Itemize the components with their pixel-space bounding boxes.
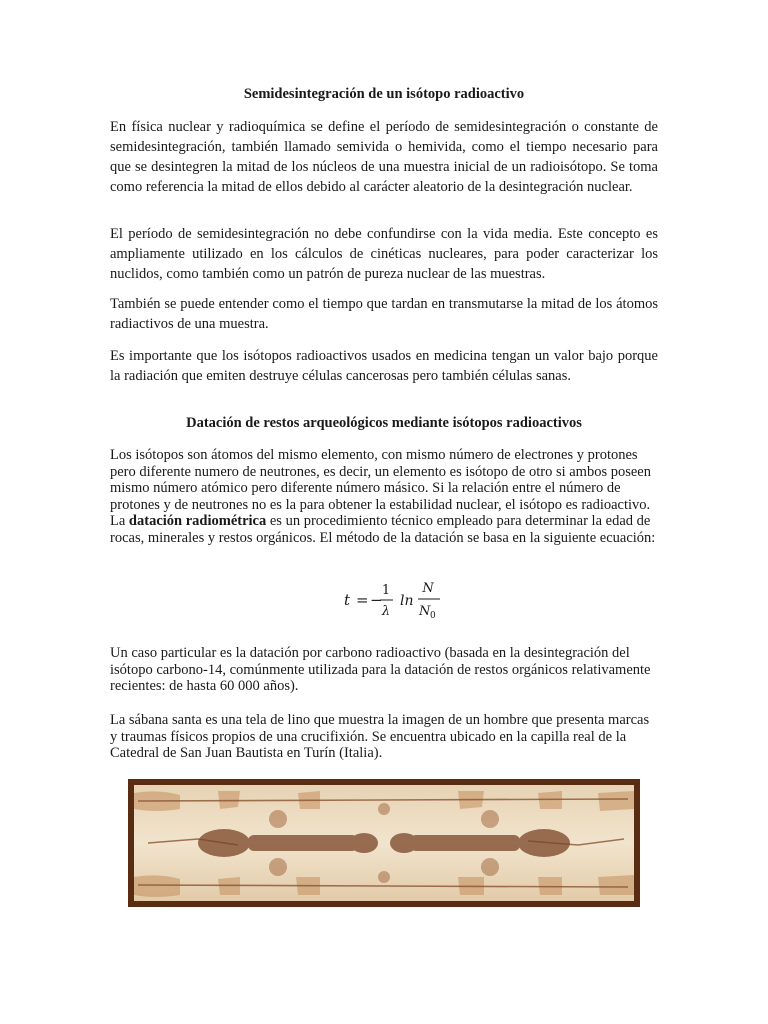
section1-paragraph-1: En física nuclear y radioquímica se define el período de semidesintegración o constante de semidesintegración, también llamado semivida o hemivida, como el tiempo necesario para que se desintegren la mitad de los núcleos de una muestra inicial de un radioisótopo. Se toma como referencia la mitad de ellos debido al carácter aleatorio de la desintegración nuclear. (110, 119, 658, 195)
section1-paragraph-2: El período de semidesintegración no debe confundirse con la vida media. Este concepto es ampliamente utilizado en los cálculos de cinéticas nucleares, para poder caracterizar los nuclidos, como también como un patrón de pureza nuclear de las muestras. (110, 226, 658, 282)
shroud-paragraph: La sábana santa es una tela de lino que muestra la imagen de un hombre que presenta marcas y traumas físicos propios de una crucifixión. Se encuentra ubicado en la capilla real de la Catedral de San Juan Bautista en Turín (Italia). (110, 712, 650, 761)
equation-frac2-numerator: N (422, 581, 434, 596)
section2-title: Datación de restos arqueológicos mediante isótopos radioactivos (186, 415, 582, 431)
equation-frac1-numerator: 1 (381, 583, 391, 598)
section2-intro-paragraph (110, 447, 658, 546)
equation-frac1-denominator: λ (381, 604, 391, 619)
carbon-dating-paragraph: Un caso particular es la datación por carbono radioactivo (basada en la desintegración del isótopo carbono-14, comúnmente utilizada para la datación de restos orgánicos relativamente recientes: de hasta 60 000 años). (110, 645, 651, 694)
section1-paragraph-3: También se puede entender como el tiempo que tardan en transmutarse la mitad de los átomos radiactivos de una muestra. (110, 296, 658, 332)
datacion-radiometrica-term: datación radiométrica (128, 513, 267, 529)
section1-title: Semidesintegración de un isótopo radioactivo (243, 86, 525, 102)
half-life-equation (340, 578, 450, 620)
equation-ln: ln (400, 593, 414, 609)
equation-equals: = (356, 591, 369, 609)
equation-frac2-subscript: 0 (430, 611, 436, 620)
equation-minus: − (370, 591, 383, 609)
section1-paragraph-4: Es importante que los isótopos radioactivos usados en medicina tengan un valor bajo porque la radiación que emiten destruye células cancerosas pero también células sanas. (110, 348, 658, 384)
equation-t: t (344, 591, 351, 609)
equation-frac2-denominator: N (419, 604, 431, 619)
intro-text-end: es un procedimiento técnico empleado para determinar la edad de rocas, minerales y restos orgánicos. El método de la datación se basa en la siguiente ecuación: (110, 513, 656, 546)
intro-text-start: Los isótopos son átomos del mismo elemento, con mismo número de electrones y protones pero diferente numero de neutrones, es decir, un elemento es isótopo de otro si ambos poseen mismo número atómico pero diferente número másico. Si la relación entre el número de protones y de neutrones no es la para obtener la estabilidad nuclear, el isótopo es radioactivo. La (110, 447, 651, 529)
sabana-santa-photo (128, 779, 640, 907)
